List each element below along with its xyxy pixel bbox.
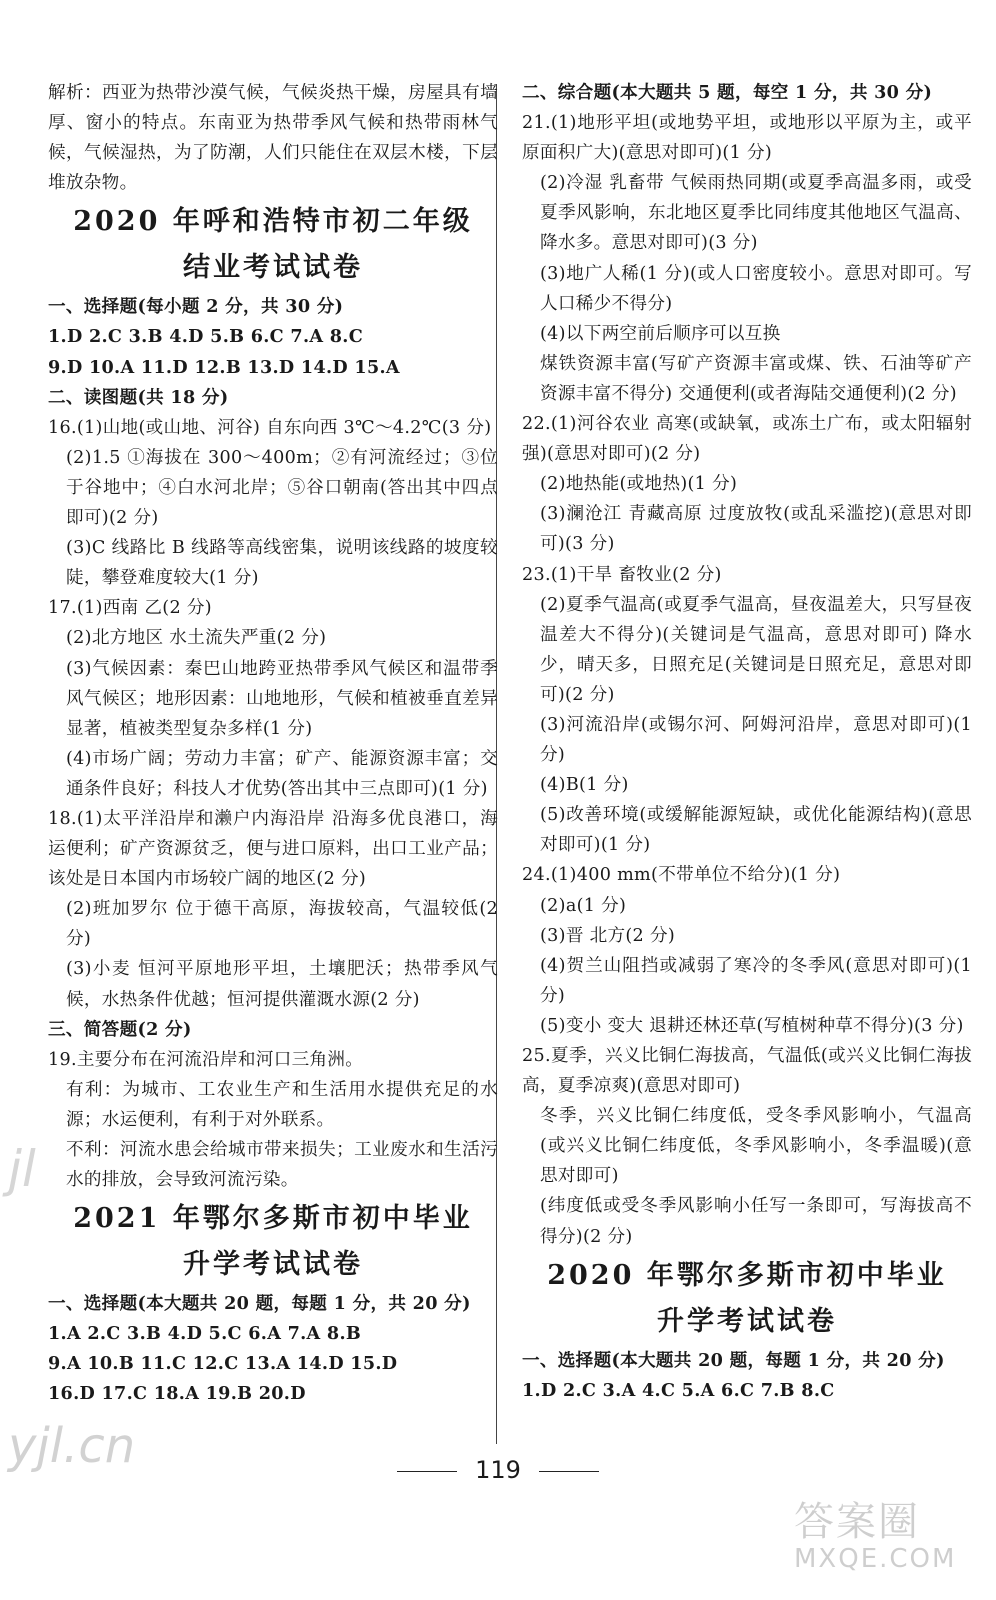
- answer-row: 1.A 2.C 3.B 4.D 5.C 6.A 7.A 8.B: [48, 1323, 362, 1345]
- section-comprehensive-header: 二、综合题(本大题共 5 题，每空 1 分，共 30 分): [522, 82, 933, 103]
- question-21-part4: (4)以下两空前后顺序可以互换: [540, 323, 781, 344]
- question-19-part2: 有利：为城市、工农业生产和生活用水提供充足的水源；水运便利，有利于对外联系。: [66, 1079, 498, 1130]
- question-16-part1: 16.(1)山地(或山地、河谷) 自东向西 3℃～4.2℃(3 分): [48, 417, 492, 438]
- question-24-part2: (2)a(1 分): [540, 895, 627, 916]
- page-number: 119: [475, 1456, 521, 1484]
- watermark-jl: jl: [8, 1140, 36, 1198]
- exam-title-2021-ordos-line2: 升学考试试卷: [183, 1249, 363, 1281]
- question-25-part3: (纬度低或受冬季风影响小任写一条即可，写海拔高不得分)(2 分): [540, 1196, 972, 1247]
- question-16-part3: (3)C 线路比 B 线路等高线密集，说明该线路的坡度较陡，攀登难度较大(1 分): [66, 538, 498, 589]
- section-choice-header: 一、选择题(每小题 2 分，共 30 分): [48, 296, 344, 318]
- footer-rule-left: [397, 1471, 457, 1472]
- section-choice-header: 一、选择题(本大题共 20 题，每题 1 分，共 20 分): [522, 1349, 945, 1371]
- question-24-part1: 24.(1)400 mm(不带单位不给分)(1 分): [522, 865, 841, 886]
- question-17-part1: 17.(1)西南 乙(2 分): [48, 598, 212, 619]
- question-23-part2: (2)夏季气温高(或夏季气温高，昼夜温差大，只写昼夜温差大不得分)(关键词是气温高，意思对即可) 降水少，晴天多，日照充足(关键词是日照充足，意思对即可)(2 分): [540, 594, 972, 705]
- footer-rule-right: [539, 1471, 599, 1472]
- answer-row: 16.D 17.C 18.A 19.B 20.D: [48, 1383, 306, 1405]
- question-22-part2: (2)地热能(或地热)(1 分): [540, 474, 738, 495]
- analysis-paragraph: 解析：西亚为热带沙漠气候，气候炎热干燥，房屋具有墙厚、窗小的特点。东南亚为热带季风气候和热带雨林气候，气候湿热，为了防潮，人们只能住在双层木楼，下层堆放杂物。: [48, 83, 498, 194]
- question-25-part2: 冬季，兴义比铜仁纬度低，受冬季风影响小，气温高(或兴义比铜仁纬度低，冬季风影响小，冬季温暖)(意思对即可): [540, 1106, 972, 1187]
- question-24-part5: (5)变小 变大 退耕还林还草(写植树种草不得分)(3 分): [540, 1015, 964, 1036]
- question-18-part1: 18.(1)太平洋沿岸和濑户内海沿岸 沿海多优良港口，海运便利；矿产资源贫乏，便与进口原料，出口工业产品；该处是日本国内市场较广阔的地区(2 分): [48, 808, 498, 890]
- answer-row: 1.D 2.C 3.B 4.D 5.B 6.C 7.A 8.C: [48, 326, 364, 348]
- question-21-part2: (2)冷湿 乳畜带 气候雨热同期(或夏季高温多雨，或受夏季风影响，东北地区夏季比同纬度其他地区气温高、降水多。意思对即可)(3 分): [540, 173, 972, 254]
- question-17-part2: (2)北方地区 水土流失严重(2 分): [66, 628, 327, 649]
- question-25-part1: 25.夏季，兴义比铜仁海拔高，气温低(或兴义比铜仁海拔高，夏季凉爽)(意思对即可): [522, 1046, 972, 1097]
- exam-title-2021-ordos-line1: 2021 年鄂尔多斯市初中毕业: [73, 1203, 473, 1235]
- question-24-part4: (4)贺兰山阻挡或减弱了寒冷的冬季风(意思对即可)(1 分): [540, 955, 972, 1006]
- question-22-part3: (3)澜沧江 青藏高原 过度放牧(或乱采滥挖)(意思对即可)(3 分): [540, 504, 972, 555]
- question-18-part2: (2)班加罗尔 位于德干高原，海拔较高，气温较低(2 分): [66, 899, 498, 950]
- question-21-part3: (3)地广人稀(1 分)(或人口密度较小。意思对即可。写人口稀少不得分): [540, 263, 972, 314]
- question-23-part5: (5)改善环境(或缓解能源短缺，或优化能源结构)(意思对即可)(1 分): [540, 805, 972, 856]
- question-18-part3: (3)小麦 恒河平原地形平坦，土壤肥沃；热带季风气候，水热条件优越；恒河提供灌溉水源(2 分): [66, 959, 498, 1010]
- left-column: [48, 78, 498, 1410]
- page-footer: [0, 1456, 996, 1484]
- answer-row: 9.A 10.B 11.C 12.C 13.A 14.D 15.D: [48, 1353, 398, 1375]
- question-24-part3: (3)晋 北方(2 分): [540, 925, 676, 946]
- section-short-answer-header: 三、简答题(2 分): [48, 1018, 192, 1040]
- watermark-yjl: yjl.cn: [8, 1418, 136, 1474]
- section-choice-header: 一、选择题(本大题共 20 题，每题 1 分，共 20 分): [48, 1293, 471, 1315]
- question-21-part5: 煤铁资源丰富(写矿产资源丰富或煤、铁、石油等矿产资源丰富不得分) 交通便利(或者海陆交通便利)(2 分): [540, 353, 972, 404]
- question-17-part4: (4)市场广阔；劳动力丰富；矿产、能源资源丰富；交通条件良好；科技人才优势(答出其中三点即可)(1 分): [66, 748, 498, 799]
- question-23-part4: (4)B(1 分): [540, 775, 629, 796]
- watermark-mxqe: [794, 1500, 956, 1574]
- question-17-part3: (3)气候因素：秦巴山地跨亚热带季风气候区和温带季风气候区；地形因素：山地地形，气候和植被垂直差异显著，植被类型复杂多样(1 分): [66, 658, 498, 739]
- question-16-part2: (2)1.5 ①海拔在 300～400m；②有河流经过；③位于谷地中；④白水河北岸；⑤谷口朝南(答出其中四点即可)(2 分): [66, 447, 498, 529]
- exam-title-2020-huhhot-line1: 2020 年呼和浩特市初二年级: [73, 206, 473, 238]
- section-map-reading-header: 二、读图题(共 18 分): [48, 386, 229, 408]
- question-23-part3: (3)河流沿岸(或锡尔河、阿姆河沿岸，意思对即可)(1 分): [540, 714, 972, 766]
- right-column: [522, 78, 972, 1406]
- watermark-mxqe-url: MXQE.COM: [794, 1544, 957, 1574]
- exam-title-2020-huhhot-line2: 结业考试试卷: [183, 252, 363, 284]
- question-22-part1: 22.(1)河谷农业 高寒(或缺氧，或冻土广布，或太阳辐射强)(意思对即可)(2 分): [522, 414, 972, 465]
- exam-title-2020-ordos-line1: 2020 年鄂尔多斯市初中毕业: [547, 1259, 947, 1291]
- question-23-part1: 23.(1)干旱 畜牧业(2 分): [522, 564, 722, 585]
- question-19-part1: 19.主要分布在河流沿岸和河口三角洲。: [48, 1049, 364, 1070]
- answer-row: 9.D 10.A 11.D 12.B 13.D 14.D 15.A: [48, 356, 400, 378]
- question-21-part1: 21.(1)地形平坦(或地势平坦，或地形以平原为主，或平原面积广大)(意思对即可)(1 分): [522, 113, 972, 164]
- answer-row: 1.D 2.C 3.A 4.C 5.A 6.C 7.B 8.C: [522, 1379, 835, 1401]
- watermark-mxqe-logo: 答案圈: [794, 1499, 920, 1545]
- question-19-part3: 不利：河流水患会给城市带来损失；工业废水和生活污水的排放，会导致河流污染。: [66, 1140, 498, 1191]
- exam-title-2020-ordos-line2: 升学考试试卷: [657, 1305, 837, 1337]
